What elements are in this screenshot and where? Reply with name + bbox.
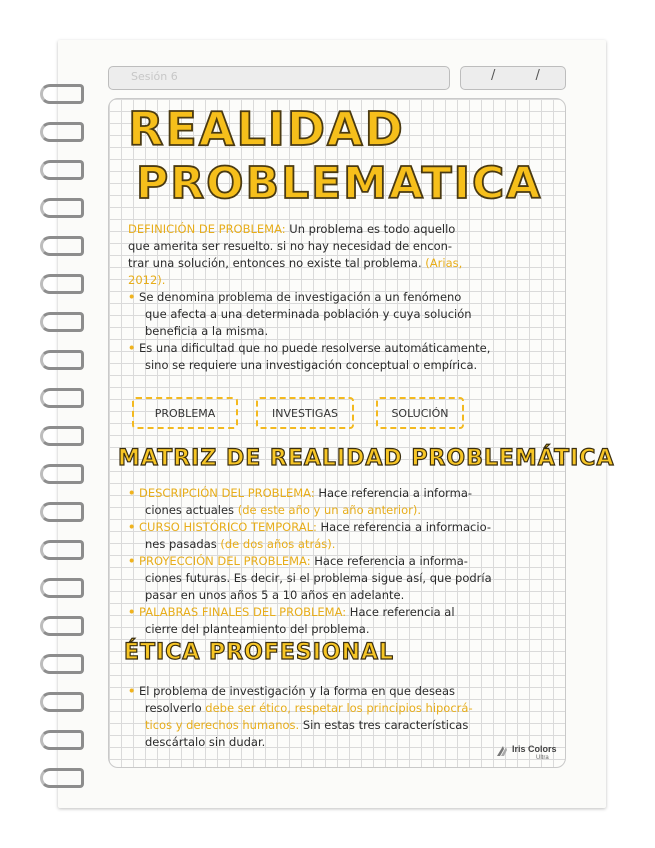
- etica-title: ÉTICA PROFESIONAL: [124, 640, 395, 665]
- definition-bullet-2-line-2: sino se requiere una investigación conceptual o empírica.: [145, 358, 478, 372]
- spiral-ring: [40, 730, 84, 750]
- spiral-ring: [40, 768, 84, 788]
- spiral-binding: [40, 70, 82, 810]
- spiral-ring: [40, 160, 84, 180]
- spiral-ring: [40, 692, 84, 712]
- brand-name: Iris Colors: [512, 744, 557, 754]
- session-label: Sesión 6: [131, 70, 178, 83]
- spiral-ring: [40, 274, 84, 294]
- spiral-ring: [40, 350, 84, 370]
- matriz-bullet-3-line-2: ciones futuras. Es decir, si el problema sigue así, que podría: [145, 571, 492, 585]
- etica-line-2: resolverlo debe ser ético, respetar los principios hipocrá-: [145, 701, 473, 715]
- spiral-ring: [40, 236, 84, 256]
- session-field: [108, 66, 450, 90]
- matriz-title: MATRIZ DE REALIDAD PROBLEMÁTICA: [118, 446, 615, 471]
- brand-sub: Ultra: [536, 755, 549, 761]
- definition-bullet-1-line-3: beneficia a la misma.: [145, 324, 269, 338]
- matriz-bullet-1: • DESCRIPCIÓN DEL PROBLEMA: Hace referencia a informa-: [128, 486, 473, 500]
- spiral-ring: [40, 654, 84, 674]
- etica-line-4: descártalo sin dudar.: [145, 735, 266, 749]
- matriz-bullet-3: • PROYECCIÓN DEL PROBLEMA: Hace referencia a informa-: [128, 554, 468, 568]
- definition-bullet-2: • Es una dificultad que no puede resolverse automáticamente,: [128, 341, 491, 355]
- spiral-ring: [40, 540, 84, 560]
- matriz-bullet-2-line-2: nes pasadas (de dos años atrás).: [145, 537, 336, 551]
- definition-line-3: trar una solución, entonces no existe tal problema. (Arias,: [128, 256, 463, 270]
- spiral-ring: [40, 84, 84, 104]
- spiral-ring: [40, 198, 84, 218]
- definition-citation: 2012).: [128, 273, 166, 287]
- definition-line-2: que amerita ser resuelto. si no hay necesidad de encon-: [128, 239, 453, 253]
- definition-bullet-1-line-2: que afecta a una determinada población y cuya solución: [145, 307, 472, 321]
- brand-logo-icon: [496, 744, 510, 758]
- spiral-ring: [40, 388, 84, 408]
- spiral-ring: [40, 464, 84, 484]
- matriz-bullet-3-line-3: pasar en unos años 5 a 10 años en adelante.: [145, 588, 405, 602]
- spiral-ring: [40, 502, 84, 522]
- box-investigas: INVESTIGAS: [256, 397, 354, 429]
- matriz-bullet-4-line-2: cierre del planteamiento del problema.: [145, 622, 370, 636]
- spiral-ring: [40, 616, 84, 636]
- spiral-ring: [40, 122, 84, 142]
- box-solucion: SOLUCIÓN: [376, 397, 464, 429]
- definition-line-1: DEFINICIÓN DE PROBLEMA: Un problema es todo aquello: [128, 222, 456, 236]
- title-line-1: REALIDAD: [128, 102, 405, 156]
- matriz-bullet-4: • PALABRAS FINALES DEL PROBLEMA: Hace referencia al: [128, 605, 455, 619]
- brand-logo: [496, 742, 566, 766]
- title-line-2: PROBLEMATICA: [136, 158, 543, 209]
- spiral-ring: [40, 578, 84, 598]
- spiral-ring: [40, 312, 84, 332]
- matriz-bullet-2: • CURSO HISTÓRICO TEMPORAL: Hace referencia a informacio-: [128, 520, 491, 534]
- box-problema: PROBLEMA: [132, 397, 238, 429]
- etica-bullet: • El problema de investigación y la forma en que deseas: [128, 684, 456, 698]
- date-label: / /: [491, 68, 558, 83]
- matriz-bullet-1-line-2: ciones actuales (de este año y un año anterior).: [145, 503, 422, 517]
- date-field: [460, 66, 566, 90]
- spiral-ring: [40, 426, 84, 446]
- definition-bullet-1: • Se denomina problema de investigación a un fenómeno: [128, 290, 462, 304]
- etica-line-3: ticos y derechos humanos. Sin estas tres características: [145, 718, 469, 732]
